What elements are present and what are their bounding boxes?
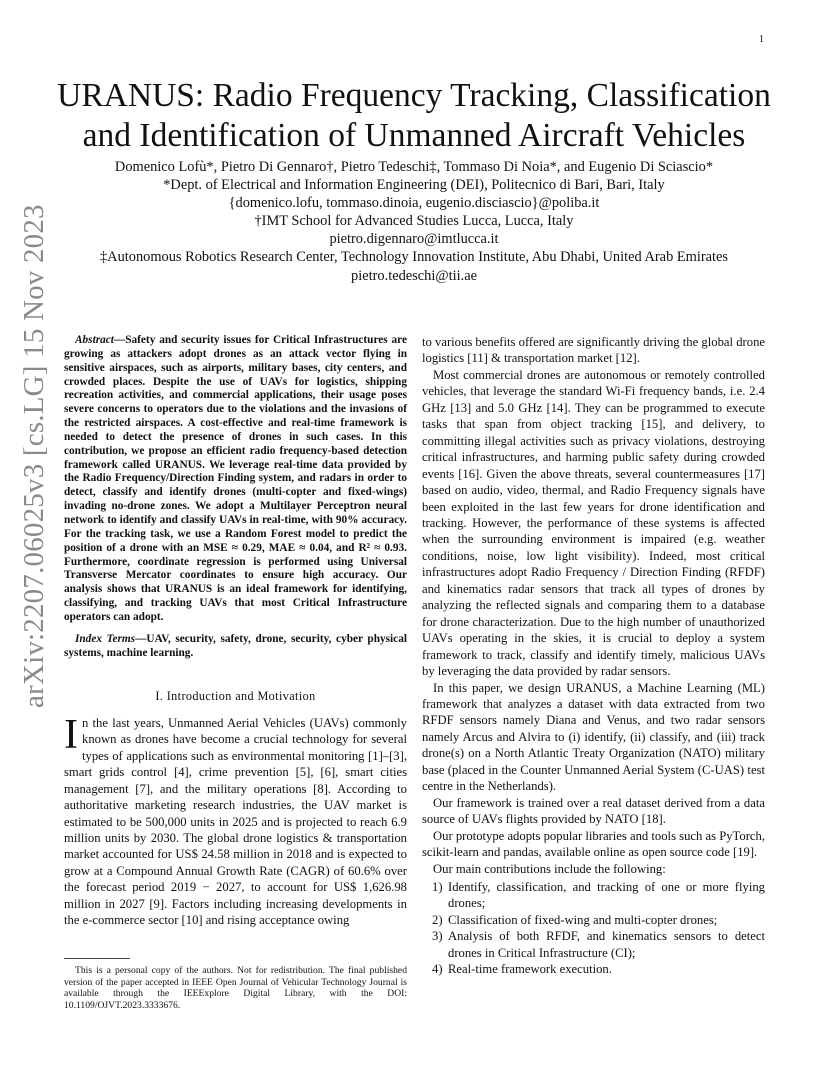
index-terms [64,633,407,661]
list-text: Classification of fixed-wing and multi-copter drones; [448,912,718,927]
author-names: Domenico Lofù*, Pietro Di Gennaro†, Pietro Tedeschi‡, Tommaso Di Noia*, and Eugenio Di Sciascio* [114,159,714,175]
list-item [422,961,765,977]
abstract-label: Abstract [75,334,114,346]
body-paragraph: Our framework is trained over a real dataset derived from a data source of UAVs flights provided by NATO [18]. [422,795,765,827]
body-paragraph: Our main contributions include the following: [433,861,666,876]
list-text: Analysis of both RFDF, and kinematics sensors to detect drones in Critical Infrastructure (CI); [448,929,765,960]
list-number: 3) [432,929,443,944]
affiliation-line: †IMT School for Advanced Studies Lucca, Lucca, Italy [254,213,574,230]
footnote-divider [64,958,130,959]
index-terms-text: —UAV, security, safety, drone, security, cyber physical systems, machine learning. [64,632,407,659]
list-item [422,928,765,961]
drop-cap: I [64,711,78,758]
intro-text: n the last years, Unmanned Aerial Vehicles (UAVs) commonly known as drones have become a crucial technology for several types of applications such as environmental monitoring [1]–[3], smart grids control [4], crime prevention [5], [6], smart cities management [7], and the military operations [8]. According to authoritative marketing research industries, the UAV market is estimated to be 500,000 units in 2025 and is projected to reach 6.9 million units by 2030. The global drone logistics & transportation market accounted for US$ 24.58 million in 2018 and is expected to grow at a Compound Annual Growth Rate (CAGR) of 60.6% over the forecast period 2019 − 2027, to account for US$ 1,626.98 million in 2027 [9]. Factors including increasing developments in the e-commerce sector [10] and rising acceptance owing [64,715,407,928]
email-line: pietro.tedeschi@tii.ae [351,267,477,284]
email-line: pietro.digennaro@imtlucca.it [329,231,499,248]
list-item [422,879,765,912]
contributions-list [422,879,765,978]
author-block [40,158,788,285]
body-paragraph: Our prototype adopts popular libraries and tools such as PyTorch, scikit-learn and pandas, available online as open source code [19]. [422,828,765,860]
list-text: Real-time framework execution. [448,962,612,977]
paper-title [40,76,788,156]
intro-paragraph [64,711,407,929]
list-text: Identify, classification, and tracking of one or more flying drones; [448,879,765,911]
affiliation-line: *Dept. of Electrical and Information Engineering (DEI), Politecnico di Bari, Bari, Italy [163,177,665,194]
right-column [422,334,765,978]
body-paragraph: In this paper, we design URANUS, a Machine Learning (ML) framework that analyzes a dataset with data extracted from two RFDF sensors namely Diana and Venus, and two radar sensors namely Arcus and Alvira to (i) identify, (ii) classify, and (iii) track drone(s) on a North Atlantic Treaty Organization (NATO) military base (placed in the Counter Unmanned Aerial System (C-UAS) test centre in the Netherlands). [422,680,765,794]
list-item [422,912,765,928]
left-column [64,334,407,929]
arxiv-stamp: arXiv:2207.06025v3 [cs.LG] 15 Nov 2023 [18,204,50,708]
body-paragraph: Most commercial drones are autonomous or remotely controlled vehicles, that leverage the standard Wi-Fi frequency bands, i.e. 2.4 GHz [13] and 5.0 GHz [14]. They can be programmed to execute tasks that span from object tracking [15], and delivery, to committing illegal activities such as privacy violations, destroying critical infrastructures, and harming public safety during crowded events [16]. Given the above threats, several countermeasures [17] based on audio, video, thermal, and Radio Frequency signals have been exploited in the last few years for drone identification and tracking. However, the performance of these systems is affected when the surrounding environment is impaired (e.g. weather conditions, noise, low light visibility). Indeed, most critical infrastructures adopt Radio Frequency / Direction Finding (RFDF) and kinematics radar sensors that track all types of drones by analyzing the reflected signals and comparing them to a database for drone characterization. Due to the high number of unauthorized UAVs operating in the skies, it is crucial to deploy a system framework to track, classify and identify timely, malicious UAVs by leveraging the data provided by radar sensors. [422,367,765,679]
title-line: and Identification of Unmanned Aircraft Vehicles [82,117,746,154]
abstract-text: —Safety and security issues for Critical Infrastructures are growing as attackers adopt drones as an attack vector flying in sensitive airspaces, such as airports, military bases, city centers, and crowded places. Despite the use of UAVs for logistics, shipping recreation activities, and commercial applications, their usage poses severe concerns to operators due to the violations and the invasions of the restricted airspaces. A cost-effective and real-time framework is needed to detect the presence of drones in such cases. In this contribution, we propose an efficient radio frequency-based detection framework called URANUS. We leverage real-time data provided by the Radio Frequency/Direction Finding system, and radars in order to detect, classify and identify drones (multi-copter and fixed-wings) invading no-drone zones. We adopt a Multilayer Perceptron neural network to identify and classify UAVs in real-time, with 90% accuracy. For the tracking task, we use a Random Forest model to predict the position of a drone with an MSE ≈ 0.29, MAE ≈ 0.04, and R² ≈ 0.93. Furthermore, coordinate regression is performed using Universal Transverse Mercator coordinates to ensure high accuracy. Our analysis shows that URANUS is an ideal framework for identifying, classifying, and tracking UAVs that most Critical Infrastructure operators can adopt. [64,334,407,623]
affiliation-line: ‡Autonomous Robotics Research Center, Technology Innovation Institute, Abu Dhabi, United Arab Emirates [99,249,729,266]
section-heading: I. Introduction and Motivation [155,689,316,704]
body-paragraph: to various benefits offered are significantly driving the global drone logistics [11] & transportation market [12]. [422,335,765,366]
list-number: 2) [432,912,443,927]
email-line: {domenico.lofu, tommaso.dinoia, eugenio.disciascio}@poliba.it [228,195,600,212]
index-terms-label: Index Terms [75,632,136,645]
list-number: 1) [432,879,443,894]
page-number: 1 [759,34,764,45]
list-number: 4) [432,962,443,977]
title-line: URANUS: Radio Frequency Tracking, Classification [57,77,771,114]
abstract [64,334,407,625]
footnote: This is a personal copy of the authors. Not for redistribution. The final published version of the paper accepted in IEEE Open Journal of Vehicular Technology Journal is available through the IEEExplore Digital Library, with the DOI: 10.1109/OJVT.2023.3333676. [64,965,407,1011]
